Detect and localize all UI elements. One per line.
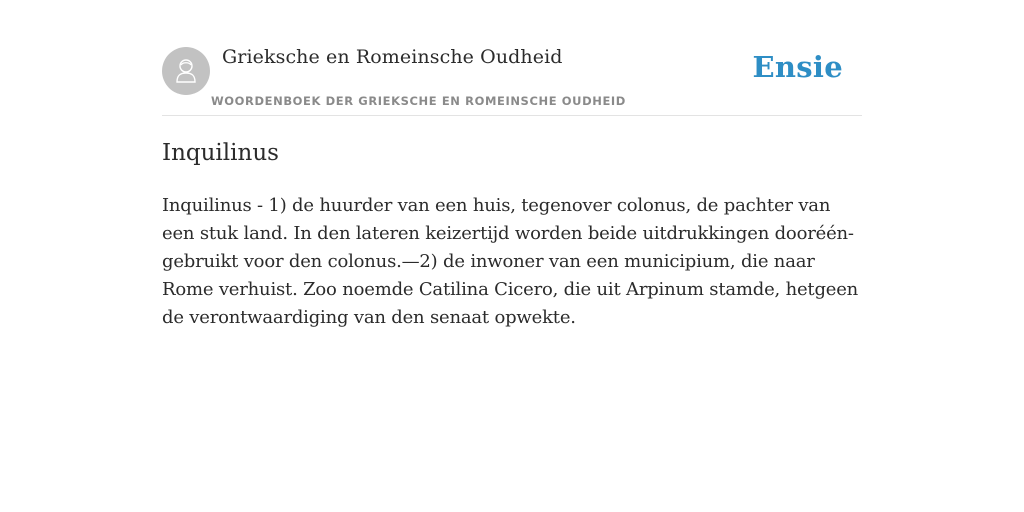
page-container <box>162 0 862 512</box>
source-subtitle: WOORDENBOEK DER GRIEKSCHE EN ROMEINSCHE OUDHEID <box>211 94 626 108</box>
source-avatar[interactable] <box>162 47 210 95</box>
entry-title: Inquilinus <box>162 140 279 166</box>
source-header <box>162 0 862 116</box>
ensie-logo-link[interactable]: Ensie <box>752 50 843 84</box>
entry-body: Inquilinus - 1) de huurder van een huis, tegenover colonus, de pachter van een stuk land. In den lateren keizertijd worden beide uitdrukkingen dooréén-gebruikt voor den colonus.—2) de inwoner van een municipium, die naar Rome verhuist. Zoo noemde Catilina Cicero, die uit Arpinum stamde, hetgeen de verontwaardiging van den senaat opwekte. <box>162 195 859 328</box>
user-icon <box>171 56 201 86</box>
source-title-link[interactable]: Grieksche en Romeinsche Oudheid <box>222 46 563 68</box>
